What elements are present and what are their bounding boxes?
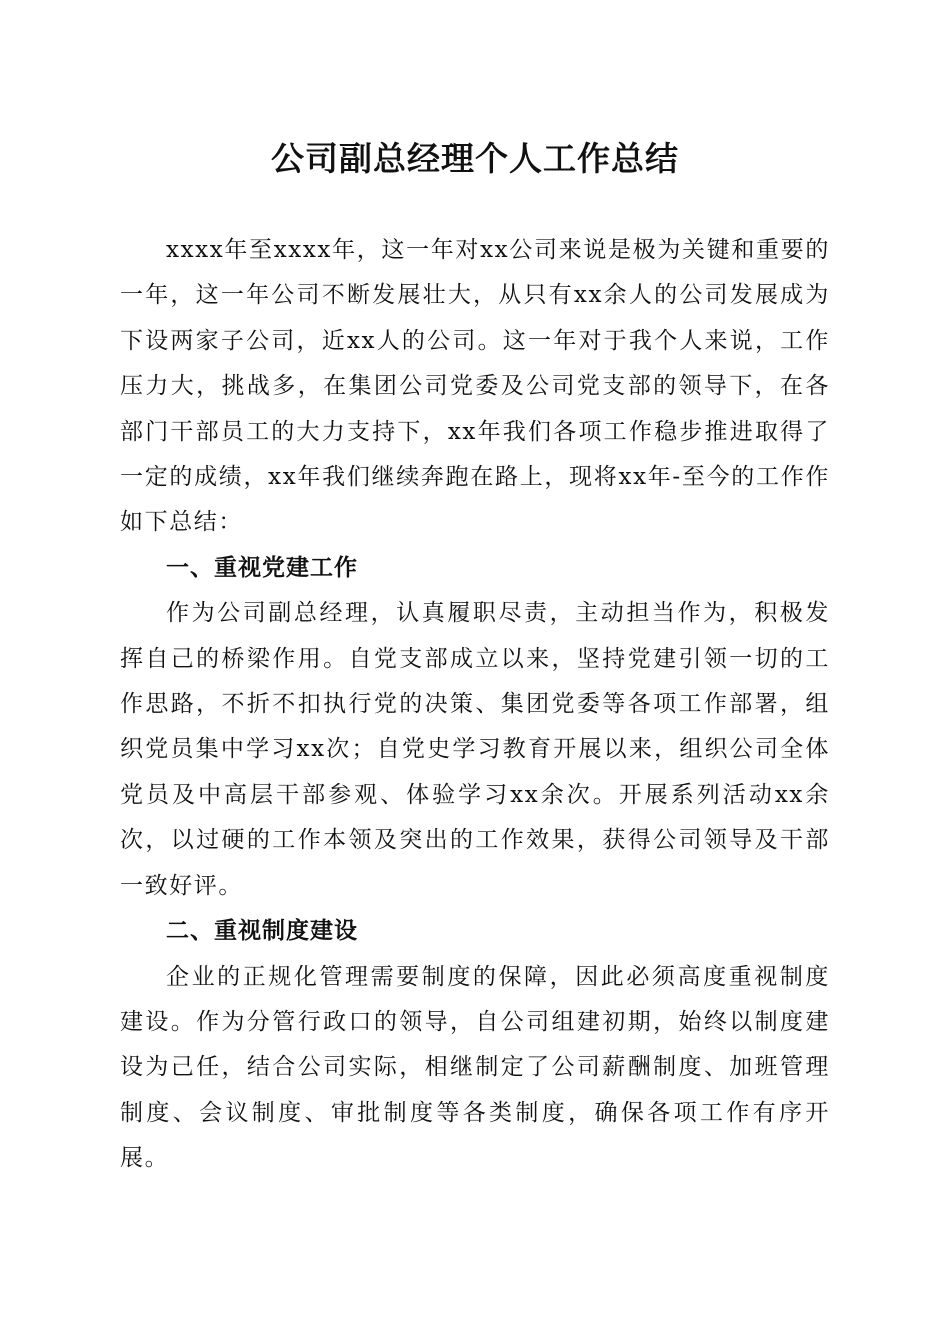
section-paragraph-system-building: 企业的正规化管理需要制度的保障，因此必须高度重视制度建设。作为分管行政口的领导，自公司组建初期，始终以制度建设为己任，结合公司实际，相继制定了公司薪酬制度、加班管理制度、会议制度、审批制度等各类制度，确保各项工作有序开展。 (120, 963, 830, 1172)
intro-paragraph: xxxx年至xxxx年，这一年对xx公司来说是极为关键和重要的一年，这一年公司不断发展壮大，从只有xx余人的公司发展成为下设两家子公司，近xx人的公司。这一年对于我个人来说，工作压力大，挑战多，在集团公司党委及公司党支部的领导下，在各部门干部员工的大力支持下，xx年我们各项工作稳步推进取得了一定的成绩，xx年我们继续奔跑在路上，现将xx年-至今的工作作如下总结： (120, 237, 830, 536)
section-paragraph-party-building: 作为公司副总经理，认真履职尽责，主动担当作为，积极发挥自己的桥梁作用。自党支部成立以来，坚持党建引领一切的工作思路，不折不扣执行党的决策、集团党委等各项工作部署，组织党员集中学习xx次；自党史学习教育开展以来，组织公司全体党员及中高层干部参观、体验学习xx余次。开展系列活动xx余次，以过硬的工作本领及突出的工作效果，获得公司领导及干部一致好评。 (120, 600, 830, 899)
document-title: 公司副总经理个人工作总结 (271, 139, 679, 178)
section-heading-system-building: 二、重视制度建设 (166, 918, 358, 945)
section-heading-party-building: 一、重视党建工作 (166, 554, 358, 581)
document-body (120, 228, 830, 1182)
